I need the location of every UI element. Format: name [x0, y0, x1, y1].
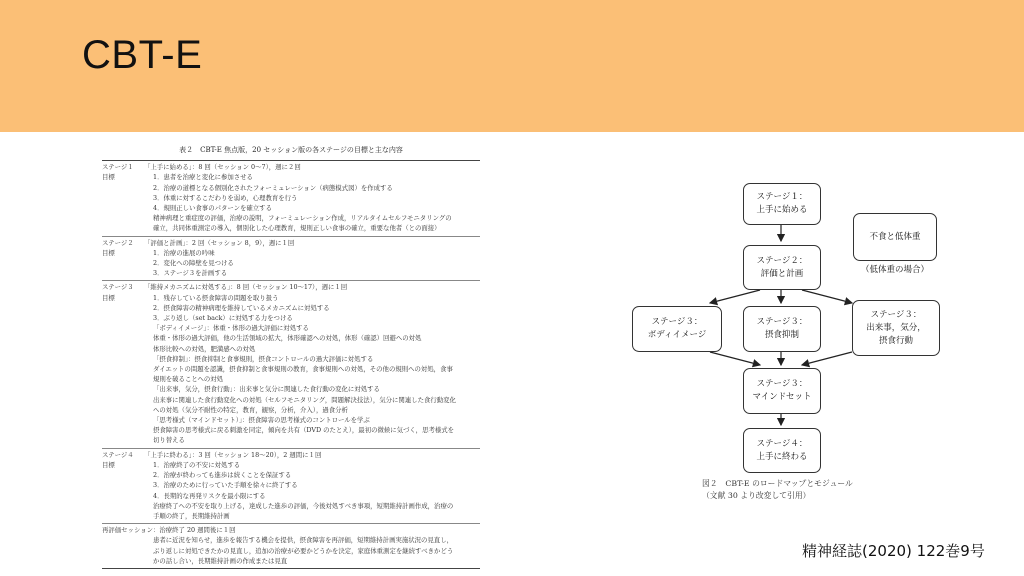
stage2-box: ステージ２： 評価と計画: [743, 245, 821, 290]
stage-row: [102, 449, 480, 523]
reassessment-line: 再評価セッション：治療終了 20 週間後に１回: [102, 526, 236, 535]
roadmap-diagram: [620, 175, 1010, 515]
stage-line: 3．治療のために行っていた手順を徐々に終了する: [153, 481, 298, 490]
stage-line: 3．ぶり返し（set back）に対処する力をつける: [153, 314, 293, 323]
stage-line: 「上手に終わる」：3 回（セッション 18〜20），2 週間に１回: [144, 450, 322, 459]
stage-line: 4．規則正しい食事のパターンを確立する: [153, 204, 272, 213]
stage3-mindset-box: ステージ３： マインドセット: [743, 368, 821, 414]
stage-line: 2．治療の道標となる個別化されたフォーミュレーション（病態模式図）を作成する: [153, 183, 393, 192]
table-caption: 表２ CBT-E 焦点版，20 セッション版の各ステージの目標と主な内容: [179, 146, 403, 154]
stage-line: 「思考様式（マインドセット）」：摂食障害の思考様式のコントロールを学ぶ: [153, 416, 370, 425]
stage3-body-image-box: ステージ３： ボディイメージ: [632, 306, 722, 352]
stage-label: ステージ１ 目標: [102, 163, 134, 182]
stage-label: ステージ３ 目標: [102, 283, 134, 302]
stage-line: 「ボディイメージ」：体重・体形の過大評価に対処する: [153, 324, 309, 333]
stage1-box: ステージ１： 上手に始める: [743, 183, 821, 225]
stage-line: 出来事に関連した食行動変化への対処（セルフモニタリング，問題解決技法），気分に関連した食行動変化: [153, 395, 456, 404]
stage-line: 「摂食抑制」：摂食抑制と食事規則，摂食コントロールの過大評価に対処する: [153, 354, 374, 363]
stage-line: 3．ステージ３を計画する: [153, 269, 228, 278]
stage-line: 1．患者を治療と変化に参加させる: [153, 173, 253, 182]
arrow-body-mind: [710, 352, 760, 365]
stage-line: 「維持メカニズムに対処する」：8 回（セッション 10〜17），週に１回: [144, 283, 348, 292]
reassessment-line: 患者に近況を知らせ，進歩を報告する機会を提供，摂食障害を再評価，短期維持計画実施状況の見直し，: [153, 536, 453, 545]
reassessment-line: かの話し合い，長期維持計画の作成または見直: [153, 556, 288, 565]
stage-line: 2．摂食障害の精神病理を維持しているメカニズムに対処する: [153, 303, 330, 312]
arrow-s2-events: [802, 290, 852, 303]
stage-line: 「出来事，気分，摂食行動」：出来事と気分に関連した食行動の変化に対処する: [153, 385, 380, 394]
stage3-restraint-box: ステージ３： 摂食抑制: [743, 306, 821, 352]
stage-row: [102, 161, 480, 235]
stage-line: 1．治療終了の不安に対処する: [153, 460, 241, 469]
arrow-s2-body: [710, 290, 760, 303]
stage-line: 規則を破ることへの対処: [153, 375, 224, 384]
stage-line: 2．変化への障壁を見つける: [153, 259, 234, 268]
stage-line: 1．治療の進展の吟味: [153, 248, 215, 257]
stage-label: ステージ２ 目標: [102, 238, 134, 257]
stage-table: [102, 145, 480, 569]
stage-line: 体重・体形の過大評価，他の生活領域の拡大，体形確認への対処，体形（確認）回避への対処: [153, 334, 422, 343]
stage3-events-box: ステージ３： 出来事，気分， 摂食行動: [852, 300, 940, 356]
stage4-box: ステージ４： 上手に終わる: [743, 428, 821, 473]
source-citation: 精神経誌(2020) 122巻9号: [802, 542, 985, 560]
stage-row: [102, 237, 480, 281]
stage-line: 体形比較への対処，肥満感への対処: [153, 344, 256, 353]
stage-line: 3．体重に対するこだわりを弱め，心理教育を行う: [153, 193, 298, 202]
reassessment-row: [102, 524, 480, 568]
stage-line: 手順の終了，長期維持計画: [153, 511, 230, 520]
stage-line: 摂食障害の思考様式に戻る刺激を同定，傾向を共有（DVD のたとえ），最初の微候に気づく，思考様式を: [153, 426, 455, 435]
underweight-note: （低体重の場合）: [860, 265, 929, 275]
stage-label: ステージ４ 目標: [102, 450, 134, 469]
underweight-box: 不食と低体重: [853, 213, 937, 261]
stage-line: 「評価と計画」：2 回（セッション 8，9），週に１回: [144, 238, 295, 247]
stage-line: 2．治療が終わっても進歩は続くことを保証する: [153, 471, 292, 480]
stage-line: 確立，共同体重測定の導入，個別化した心理教育，規則正しい食事の確立，重要な他者（との面接）: [153, 224, 441, 233]
figure-caption: 図２ CBT-E のロードマップとモジュール （文献 30 より改変して引用）: [702, 479, 853, 500]
stage-line: 切り替える: [153, 436, 185, 445]
stage-line: 1．残存している摂食障害の問題を取り扱う: [153, 293, 279, 302]
stage-row: [102, 281, 480, 447]
stage-line: 「上手に始める」：8 回（セッション 0〜7），週に２回: [144, 163, 301, 172]
slide-title: CBT-E: [82, 33, 203, 77]
stage-rows: [102, 161, 480, 523]
stage-line: ダイエットの問題を認識，摂食抑制と食事規則の教育，食事規則への対処，その他の規則への対処，食事: [153, 365, 453, 374]
reassessment-line: ぶり返しに対処できたかの見直し，追加の治療が必要かどうかを決定，家庭体重測定を継続すべきかどう: [153, 546, 454, 555]
stage-line: 治療終了への不安を取り上げる，達成した進歩の評価，今後対処すべき事項，短期維持計画作成，治療の: [153, 501, 454, 510]
arrow-events-mind: [802, 352, 852, 365]
stage-line: への対処（気分不耐性の特定，教育，観察，分析，介入），過食分析: [153, 405, 348, 414]
stage-line: 4．長期的な再発リスクを最小限にする: [153, 491, 266, 500]
stage-line: 精神病理と重症度の評価，治療の説明，フォーミュレーション作成，リアルタイムセルフモニタリングの: [153, 214, 452, 223]
